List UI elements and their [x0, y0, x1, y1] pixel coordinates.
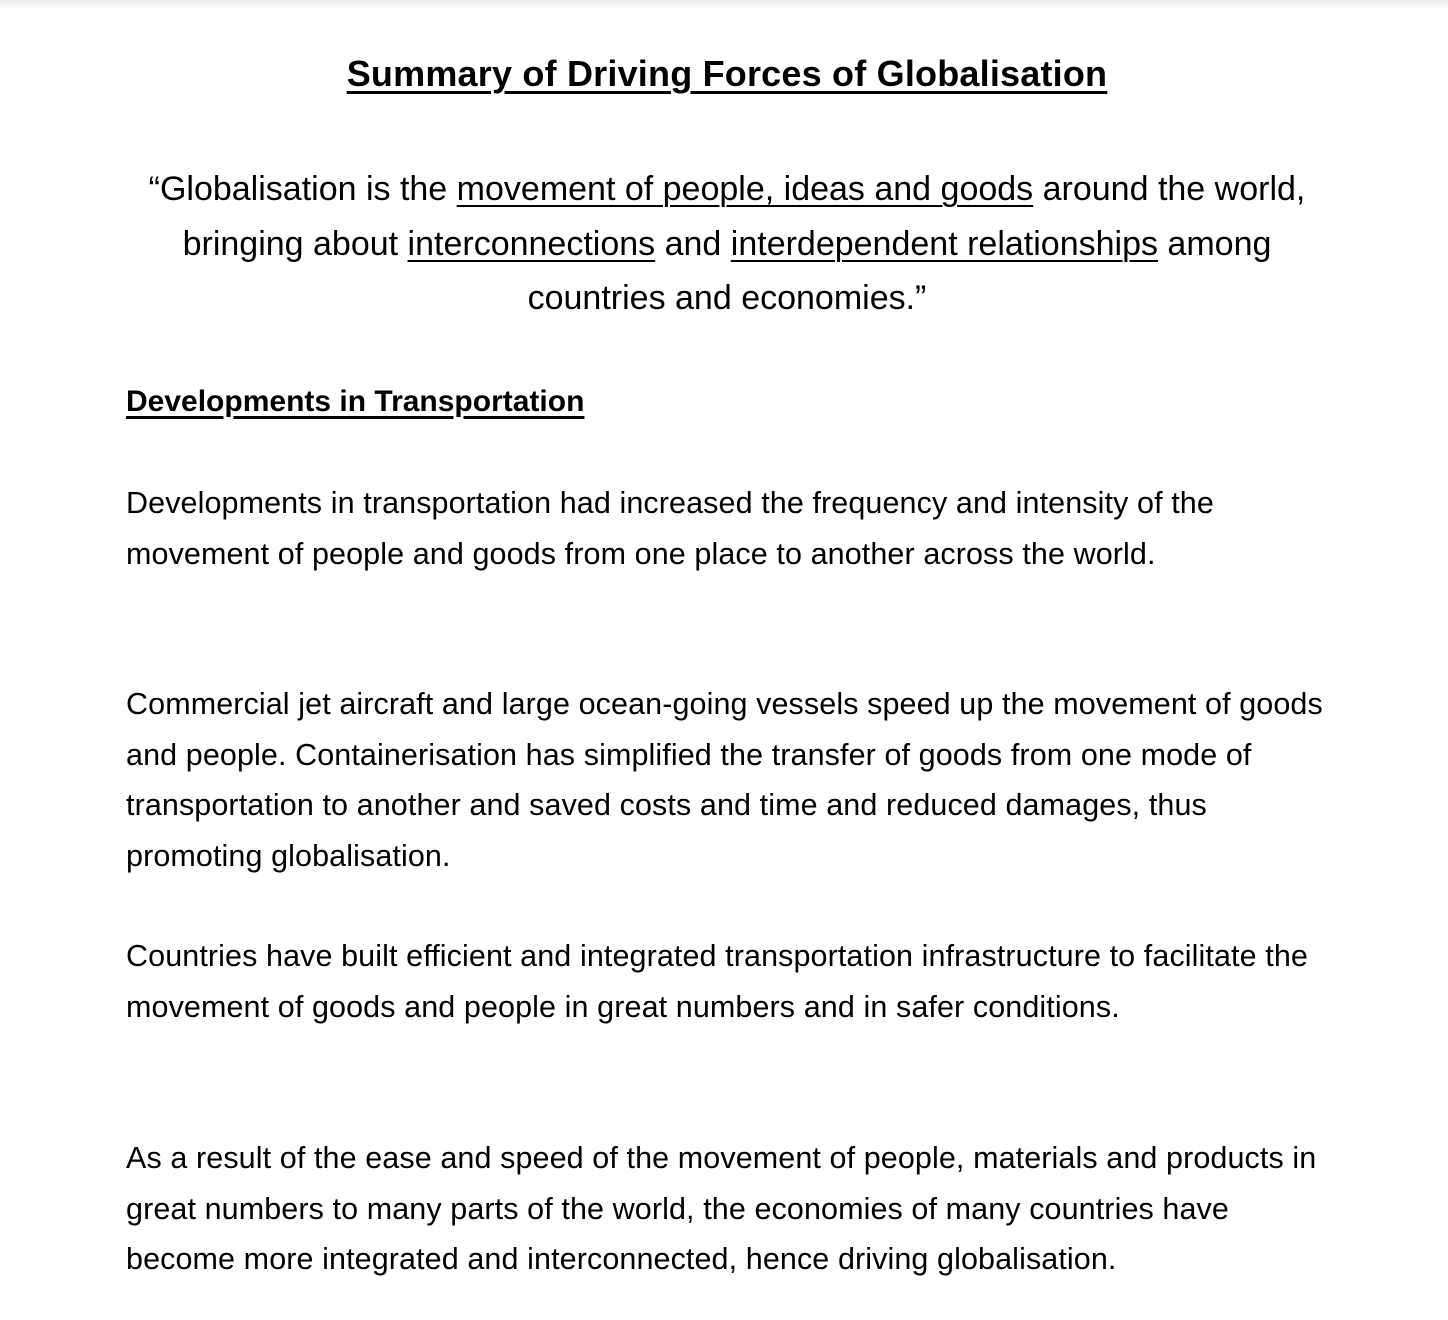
quote-key-phrase: interdependent relationships: [730, 224, 1158, 263]
quote-key-phrase: movement of people, ideas and goods: [456, 170, 1034, 208]
paragraph: As a result of the ease and speed of the movement of people, materials and products in great numbers to many parts of the world, the economies of many countries have become more integrated and interconnected, hence driving globalisation.: [126, 1141, 1317, 1276]
paragraph: Developments in transportation had increased the frequency and intensity of the movement of people and goods from one place to another across the world.: [126, 486, 1214, 571]
document-title-text: Summary of Driving Forces of Globalisation: [346, 53, 1108, 94]
quote-segment: among countries and economies.”: [527, 224, 1272, 317]
page-top-shadow: [0, 0, 1448, 10]
quote-segment: “Globalisation is the: [148, 170, 457, 208]
paragraph: Commercial jet aircraft and large ocean-going vessels speed up the movement of goods and people. Containerisation has simplified the transfer of goods from one mode of transportation to another and saved costs and time and reduced damages, thus promoting globalisation.: [126, 687, 1323, 873]
quote-segment: around the world, bringing about: [182, 170, 1306, 263]
quote-key-phrase: interconnections: [407, 224, 656, 263]
paragraph: Countries have built efficient and integrated transportation infrastructure to facilitate the movement of goods and people in great numbers and in safer conditions.: [126, 939, 1308, 1024]
globalisation-definition-quote: [126, 162, 1328, 326]
quote-segment: and: [655, 224, 731, 263]
document-title: [126, 50, 1328, 98]
section-heading-transportation: Developments in Transportation: [126, 385, 585, 418]
